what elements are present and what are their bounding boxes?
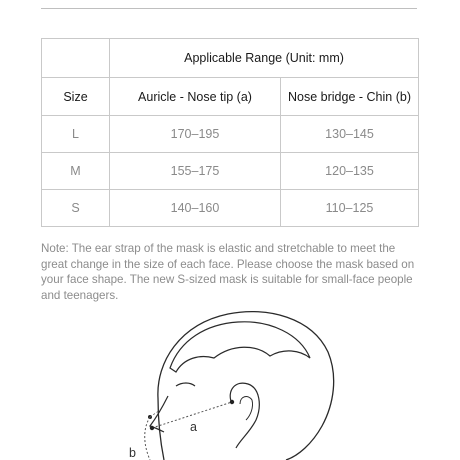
header-size: Size xyxy=(42,78,110,116)
sizing-note: Note: The ear strap of the mask is elastic and stretchable to meet the great change in the size of each face. Please choose the mask based on your face shape. The new S-sized mask is suitable for small-face people and teenagers. xyxy=(41,242,415,302)
range-b-cell: 130–145 xyxy=(281,116,419,153)
ear-inner-outline xyxy=(240,397,253,420)
range-a-cell: 155–175 xyxy=(110,153,281,190)
size-cell: L xyxy=(42,116,110,153)
dimension-line-b xyxy=(145,417,150,460)
size-cell: S xyxy=(42,190,110,227)
top-divider xyxy=(41,8,417,9)
nose-tip-point xyxy=(150,426,154,430)
size-range-table xyxy=(41,38,419,227)
label-b: b xyxy=(129,446,136,460)
eye-outline xyxy=(176,383,195,386)
table-header-row xyxy=(42,78,419,116)
head-outline xyxy=(158,312,334,460)
table-row xyxy=(42,153,419,190)
range-a-cell: 170–195 xyxy=(110,116,281,153)
auricle-point xyxy=(230,400,234,404)
range-b-cell: 110–125 xyxy=(281,190,419,227)
range-b-cell: 120–135 xyxy=(281,153,419,190)
label-a: a xyxy=(190,420,197,434)
face-measurement-diagram xyxy=(0,300,460,460)
range-a-cell: 140–160 xyxy=(110,190,281,227)
ear-outline xyxy=(230,383,259,448)
empty-corner-cell xyxy=(42,39,110,78)
table-title-row xyxy=(42,39,419,78)
size-cell: M xyxy=(42,153,110,190)
table-row xyxy=(42,116,419,153)
table-title: Applicable Range (Unit: mm) xyxy=(110,39,419,78)
table-row xyxy=(42,190,419,227)
header-nose-bridge-chin: Nose bridge - Chin (b) xyxy=(281,78,419,116)
header-auricle-nose-tip: Auricle - Nose tip (a) xyxy=(110,78,281,116)
